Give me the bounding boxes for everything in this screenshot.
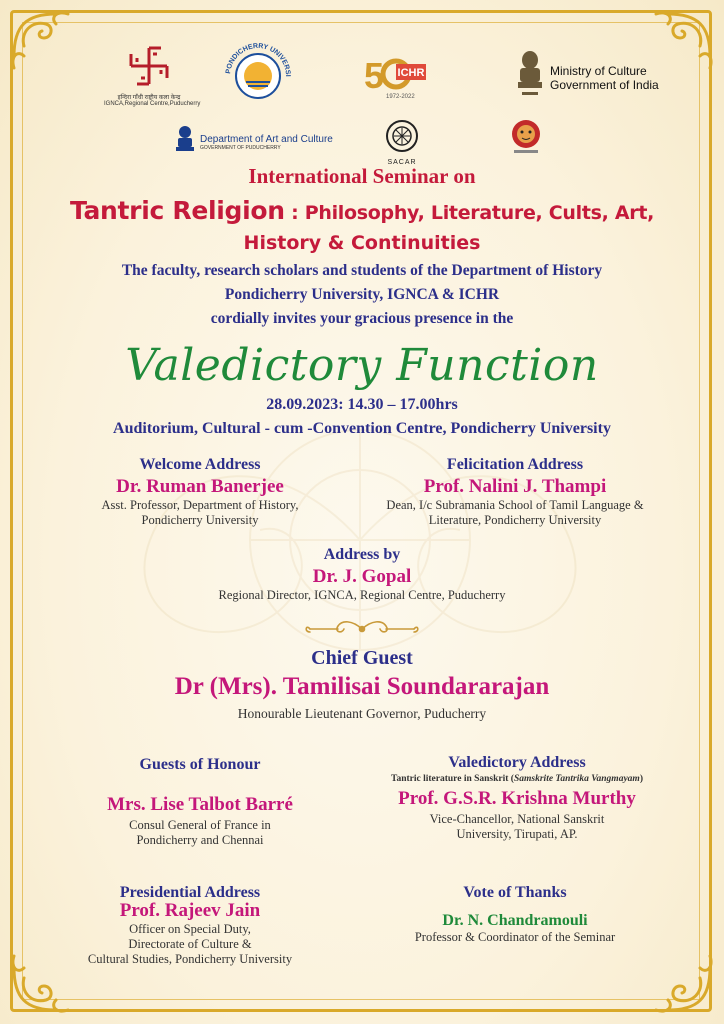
ignca-logo: [104, 44, 201, 107]
vote-of-thanks-block: [370, 884, 660, 945]
seminar-topic-line-2: History & Continuities: [243, 232, 481, 254]
dept-line-2: GOVERNMENT OF PUDUCHERRY: [200, 145, 281, 151]
valedictory-role: Valedictory Address: [448, 754, 586, 771]
deity-face-logo: [508, 118, 544, 156]
presidential-desc-2: Directorate of Culture &: [128, 937, 252, 951]
valedictory-topic-prefix: Tantric literature in Sanskrit (: [391, 774, 514, 784]
chief-guest-role: Chief Guest: [311, 647, 413, 669]
guests-name: Mrs. Lise Talbot Barré: [107, 794, 293, 815]
invitation-line-1: The faculty, research scholars and students of the Department of History: [121, 262, 603, 279]
valedictory-topic-suffix: ): [639, 774, 643, 784]
felicitation-address-block: [360, 456, 670, 528]
valedictory-desc-1: Vice-Chancellor, National Sanskrit: [429, 812, 605, 826]
sacar-logo: [378, 118, 426, 166]
valedictory-address-block: [352, 754, 682, 842]
felicitation-desc-1: Dean, I/c Subramania School of Tamil Language &: [386, 498, 644, 512]
vote-name: Dr. N. Chandramouli: [442, 912, 588, 929]
presidential-desc-3: Cultural Studies, Pondicherry University: [87, 952, 293, 966]
presidential-name: Prof. Rajeev Jain: [119, 900, 261, 921]
felicitation-desc-2: Literature, Pondicherry University: [428, 513, 602, 527]
chief-guest-name: Dr (Mrs). Tamilisai Soundararajan: [174, 673, 550, 700]
vote-role: Vote of Thanks: [463, 884, 567, 901]
address-by-name: Dr. J. Gopal: [312, 566, 412, 587]
welcome-name: Dr. Ruman Banerjee: [116, 476, 284, 497]
svg-text:PONDICHERRY UNIVERSITY: PONDICHERRY UNIVERSI: [225, 42, 292, 77]
event-date-time: 28.09.2023: 14.30 – 17.00hrs: [266, 396, 458, 413]
function-title: Valedictory Function: [125, 340, 599, 391]
guests-of-honour-block: [60, 756, 340, 848]
guests-desc-2: Pondicherry and Chennai: [136, 833, 264, 847]
topic-main: Tantric Religion: [69, 196, 285, 225]
valedictory-name: Prof. G.S.R. Krishna Murthy: [398, 788, 636, 809]
ignca-caption: IGNCA,Regional Centre,Puducherry: [104, 101, 201, 107]
chief-guest-desc: Honourable Lieutenant Governor, Puducherry: [237, 706, 487, 721]
welcome-role: Welcome Address: [139, 456, 261, 473]
state-emblem-icon: [170, 124, 200, 154]
valedictory-desc-2: University, Tirupati, AP.: [456, 827, 578, 841]
ignca-swastika-icon: [127, 44, 171, 88]
ministry-of-culture-label: [550, 64, 659, 92]
flourish-divider-icon: [302, 618, 422, 640]
ministry-line-1: Ministry of Culture: [550, 64, 647, 78]
welcome-desc-2: Pondicherry University: [141, 513, 259, 527]
valedictory-topic: [352, 774, 682, 784]
welcome-desc-1: Asst. Professor, Department of History,: [101, 498, 299, 512]
felicitation-name: Prof. Nalini J. Thampi: [423, 476, 607, 497]
svg-text:5: 5: [364, 55, 385, 96]
invitation-line-2: Pondicherry University, IGNCA & ICHR: [224, 286, 500, 303]
ministry-line-2: Government of India: [550, 78, 659, 92]
ashoka-emblem-icon: [512, 48, 548, 100]
corner-ornament-icon: [6, 6, 76, 76]
dept-line-1: Department of Art and Culture: [200, 134, 333, 145]
seminar-title: International Seminar on: [248, 164, 476, 188]
guests-desc-1: Consul General of France in: [129, 818, 271, 832]
seminar-topic-line-1: [0, 196, 724, 225]
corner-ornament-icon: [648, 948, 718, 1018]
guests-role: Guests of Honour: [139, 756, 261, 773]
topic-rest: : Philosophy, Literature, Cults, Art,: [284, 202, 655, 224]
ichr-50-years-logo: [360, 50, 436, 102]
presidential-address-block: [40, 884, 340, 967]
ignca-caption-hindi: इन्दिरा गाँधी राष्ट्रीय कला केन्द्र: [117, 95, 181, 101]
address-by-role: Address by: [323, 546, 401, 563]
sacar-label: SACAR: [387, 159, 417, 166]
invitation-line-3: cordially invites your gracious presence in the: [210, 310, 514, 327]
felicitation-role: Felicitation Address: [446, 456, 584, 473]
vote-desc: Professor & Coordinator of the Seminar: [414, 930, 616, 944]
presidential-role: Presidential Address: [119, 884, 261, 901]
svg-text:1972-2022: 1972-2022: [386, 94, 415, 100]
valedictory-topic-italic: Samskrite Tantrika Vangmayam: [513, 774, 640, 784]
presidential-desc-1: Officer on Special Duty,: [129, 922, 251, 936]
event-venue: Auditorium, Cultural - cum -Convention Centre, Pondicherry University: [113, 420, 611, 437]
address-by-block: [0, 546, 724, 603]
sacar-wheel-icon: [382, 118, 422, 154]
welcome-address-block: [60, 456, 340, 528]
pondicherry-university-logo: [222, 42, 294, 108]
dept-art-culture-label: [200, 134, 333, 151]
address-by-desc: Regional Director, IGNCA, Regional Centre, Puducherry: [218, 588, 506, 602]
svg-text:ICHR: ICHR: [397, 67, 425, 79]
